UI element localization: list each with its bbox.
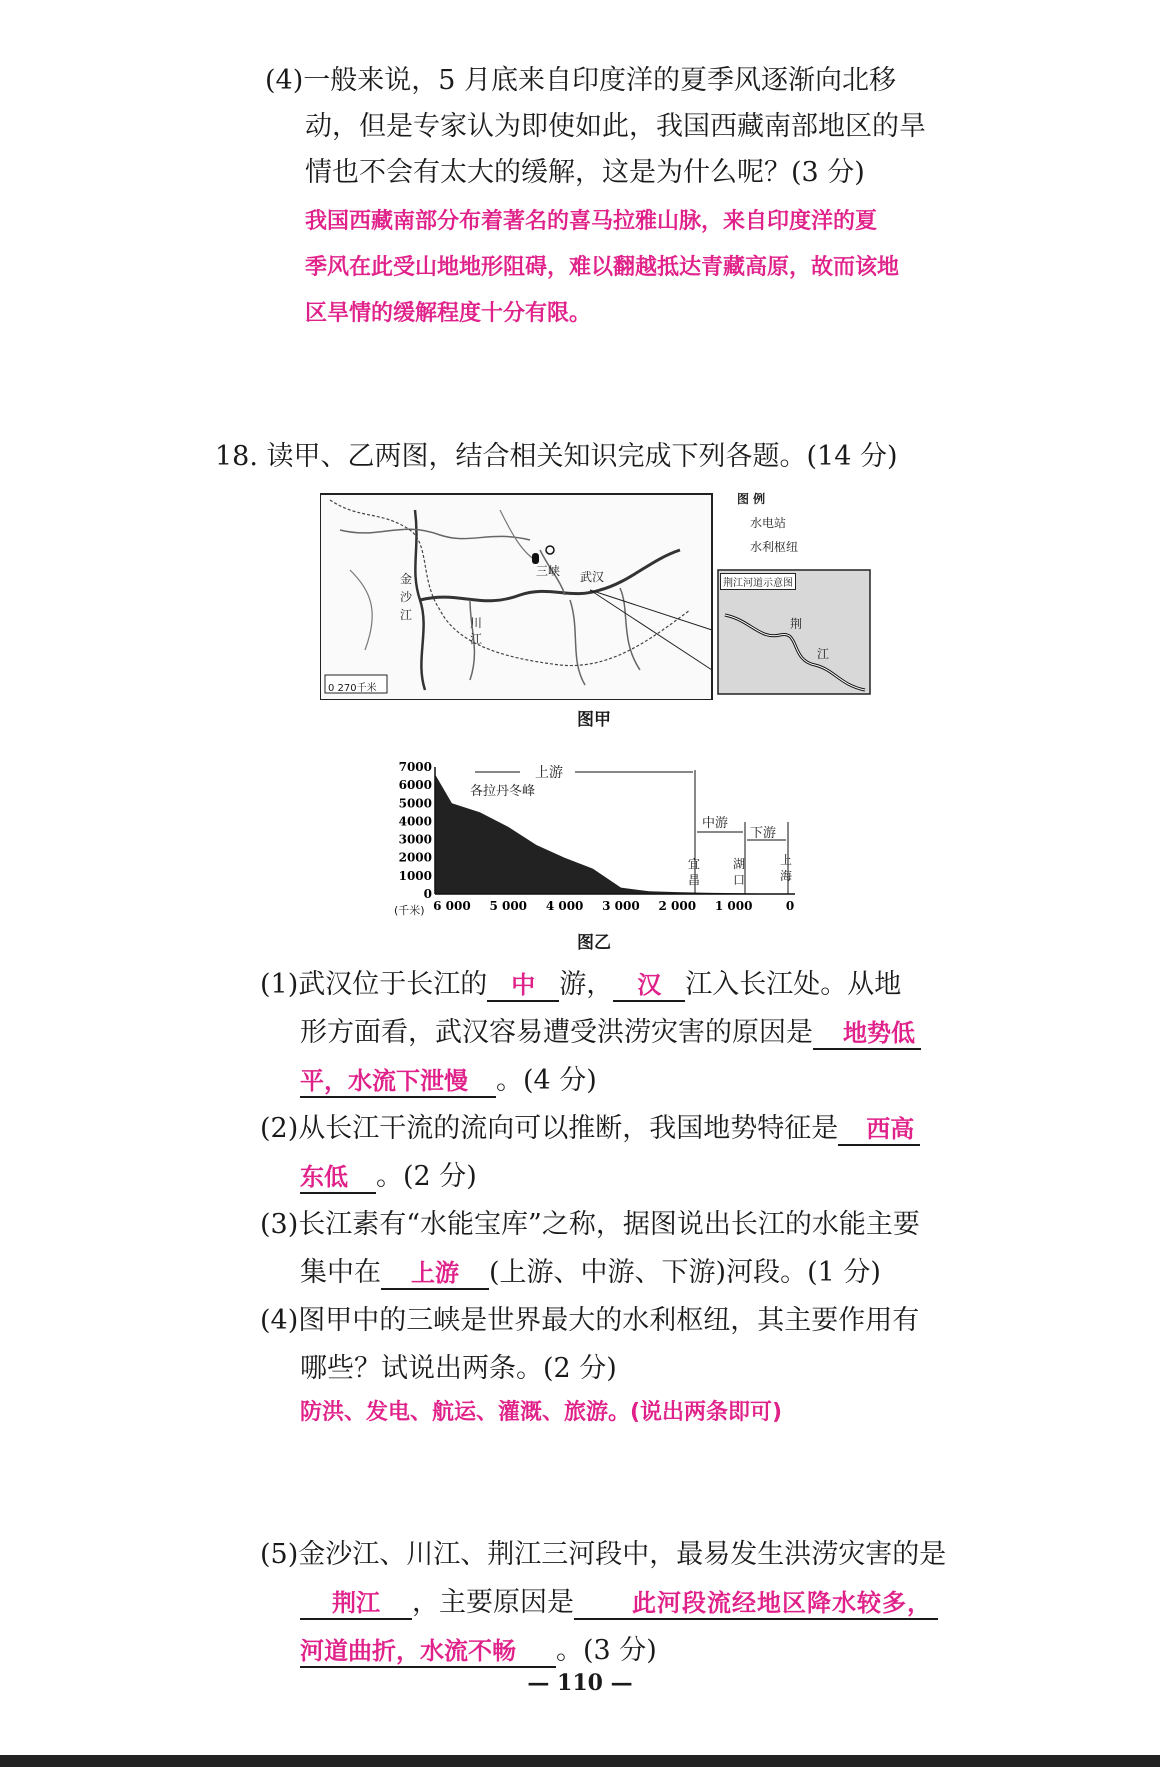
y-tick-label: 4000 — [398, 814, 432, 829]
label-jinshajiang: 金沙江 — [400, 572, 413, 622]
q17-4-answer-2: 季风在此受山地地形阻碍，难以翻越抵达青藏高原，故而该地 — [305, 255, 900, 280]
q18-3-post: (上游、中游、下游)河段。(1 分) — [489, 1257, 881, 1288]
q18-1-post: 江入长江处。从地 — [685, 969, 902, 1000]
q18-5-line1: (5)金沙江、川江、荆江三河段中，最易发生洪涝灾害的是 — [260, 1539, 947, 1570]
q18-5-end: 。(3 分) — [556, 1635, 657, 1666]
label-middle: 中游 — [702, 816, 729, 831]
q18-4-line2: 哪些？试说出两条。(2 分) — [300, 1353, 617, 1384]
inset-title: 荆江河道示意图 — [720, 573, 796, 590]
y-tick-label: 7000 — [398, 760, 432, 774]
q18-1-blank-3b[interactable]: 平，水流下泄慢 — [300, 1066, 496, 1098]
q18-5-blank-1[interactable]: 荆江 — [300, 1588, 412, 1620]
q18-3-blank-1[interactable]: 上游 — [381, 1258, 489, 1290]
q18-5-mid: ，主要原因是 — [412, 1587, 574, 1618]
y-tick-label: 2000 — [398, 850, 432, 865]
q17-4-answer-3: 区旱情的缓解程度十分有限。 — [305, 301, 592, 326]
q18-3-pre: 集中在 — [300, 1257, 381, 1288]
q17-4-answer-1: 我国西藏南部分布着著名的喜马拉雅山脉，来自印度洋的夏 — [305, 209, 878, 234]
q18-5-line3 — [300, 1634, 657, 1668]
label-peak: 各拉丹冬峰 — [470, 784, 536, 799]
q18-4-line1: (4)图甲中的三峡是世界最大的水利枢纽，其主要作用有 — [260, 1305, 920, 1336]
q18-4-answer: 防洪、发电、航运、灌溉、旅游。(说出两条即可) — [300, 1400, 783, 1425]
q18-5-blank-3[interactable]: 河道曲折，水流不畅 — [300, 1636, 556, 1668]
profile-svg — [390, 752, 800, 922]
q18-3-line1: (3)长江素有“水能宝库”之称，据图说出长江的水能主要 — [260, 1209, 920, 1240]
q18-1-blank-2[interactable]: 汉 — [613, 970, 685, 1002]
label-shanghai: 上海 — [780, 853, 793, 883]
x-tick-label: 3 000 — [602, 899, 640, 913]
y-tick-label: 0 — [423, 887, 432, 901]
label-sanxia: 三峡 — [536, 564, 561, 578]
q18-1-blank-1[interactable]: 中 — [487, 970, 559, 1002]
q18-3-line2 — [300, 1256, 881, 1290]
q17-4-line3: 情也不会有太大的缓解，这是为什么呢？(3 分) — [305, 157, 865, 188]
x-tick-label: 1 000 — [714, 899, 753, 913]
q18-1-line1 — [260, 968, 901, 1002]
page-number: — 110 — — [527, 1670, 633, 1696]
q18-1-line3 — [300, 1064, 597, 1098]
q18-stem: 18. 读甲、乙两图，结合相关知识完成下列各题。(14 分) — [215, 441, 898, 472]
q17-4-line1: (4)一般来说，5 月底来自印度洋的夏季风逐渐向北移 — [265, 65, 897, 96]
label-upper: 上游 — [535, 765, 563, 781]
y-tick-label: 1000 — [398, 868, 432, 883]
q18-2-line1 — [260, 1112, 920, 1146]
label-jiang: 江 — [817, 647, 830, 661]
q18-5-blank-2[interactable]: 此河段流经地区降水较多， — [574, 1588, 938, 1620]
map-figure — [320, 490, 872, 700]
q18-2-end: 。(2 分) — [376, 1161, 477, 1192]
q18-1-pre: (1)武汉位于长江的 — [260, 969, 488, 1000]
x-tick-label: 6 000 — [433, 899, 471, 913]
q18-1-mid: 游， — [559, 969, 614, 1000]
q18-5-line2 — [300, 1586, 938, 1620]
label-lower: 下游 — [750, 826, 777, 841]
x-tick-label: 2 000 — [658, 899, 697, 913]
label-chuanjiang: 川江 — [470, 616, 483, 646]
x-tick-label: 5 000 — [489, 899, 528, 913]
legend-hydro-label: 水电站 — [750, 516, 787, 530]
q18-1-blank-3a[interactable]: 地势低 — [813, 1018, 921, 1050]
figure-b-caption: 图乙 — [577, 933, 611, 953]
q18-1-line2-text: 形方面看，武汉容易遭受洪涝灾害的原因是 — [300, 1017, 813, 1048]
x-unit: (千米) — [394, 904, 425, 917]
x-tick-label: 4 000 — [545, 899, 584, 913]
q18-2-blank-1[interactable]: 西高 — [838, 1114, 920, 1146]
bottom-bar — [0, 1755, 1160, 1767]
scale-label: 0 270千米 — [328, 683, 377, 694]
y-tick-label: 6000 — [398, 778, 432, 793]
figure-a-caption: 图甲 — [577, 710, 611, 730]
profile-figure — [390, 752, 800, 922]
q18-1-line2 — [300, 1016, 921, 1050]
q18-2-line2 — [300, 1160, 477, 1194]
label-yichang: 宜昌 — [688, 857, 701, 887]
y-tick-label: 5000 — [398, 796, 432, 811]
q18-2-blank-2[interactable]: 东低 — [300, 1162, 376, 1194]
label-jing: 荆 — [790, 617, 803, 631]
q18-2-pre: (2)从长江干流的流向可以推断，我国地势特征是 — [260, 1113, 839, 1144]
y-tick-label: 3000 — [398, 832, 432, 847]
q17-4-line2: 动，但是专家认为即使如此，我国西藏南部地区的旱 — [305, 111, 926, 142]
x-tick-label: 0 — [785, 899, 795, 913]
q18-1-end: 。(4 分) — [496, 1065, 597, 1096]
legend-dam-label: 水利枢纽 — [750, 540, 799, 554]
label-wuhan: 武汉 — [580, 570, 605, 584]
label-hukou: 湖口 — [733, 857, 746, 887]
legend-title: 图 例 — [737, 492, 766, 506]
